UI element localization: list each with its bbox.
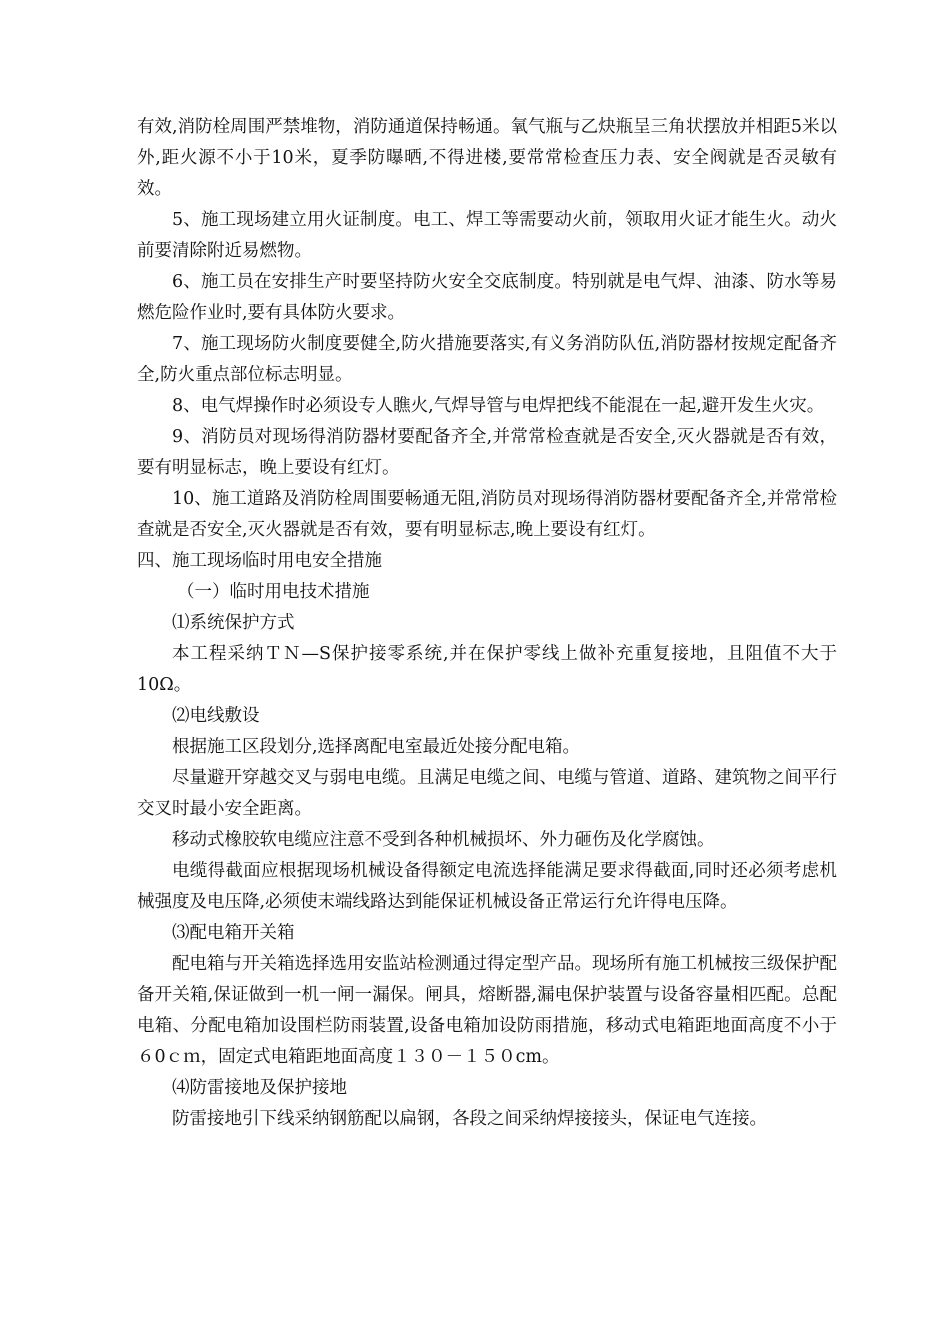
paragraph-cable-crossing: 尽量避开穿越交叉与弱电电缆。且满足电缆之间、电缆与管道、道路、建筑物之间平行交叉时最小安全距离。 xyxy=(137,768,837,819)
paragraph-distribution-box-location: 根据施工区段划分,选择离配电室最近处接分配电箱。 xyxy=(172,737,581,757)
paragraph-item-10: 10、施工道路及消防栓周围要畅通无阻,消防员对现场得消防器材要配备齐全,并常常检查就是否安全,灭火器就是否有效，要有明显标志,晚上要设有红灯。 xyxy=(137,489,837,540)
paragraph-item-9: 9、消防员对现场得消防器材要配备齐全,并常常检查就是否安全,灭火器就是否有效，要有明显标志，晚上要设有红灯。 xyxy=(137,427,837,478)
paragraph-switch-box: 配电箱与开关箱选择选用安监站检测通过得定型产品。现场所有施工机械按三级保护配备开关箱,保证做到一机一闸一漏保。闸具，熔断器,漏电保护装置与设备容量相匹配。总配电箱、分配电箱加设围栏防雨装置,设备电箱加设防雨措施，移动式电箱距地面高度不小于６0ｃｍ，固定式电箱距地面高度１３０－１５０cm。 xyxy=(137,954,837,1067)
subsection-heading-technical-measures: （一）临时用电技术措施 xyxy=(177,582,370,602)
paragraph-item-7: 7、施工现场防火制度要健全,防火措施要落实,有义务消防队伍,消防器材按规定配备齐全,防火重点部位标志明显。 xyxy=(137,334,837,385)
paragraph-lightning-grounding: 防雷接地引下线采纳钢筋配以扁钢，各段之间采纳焊接接头，保证电气连接。 xyxy=(172,1109,767,1129)
item-heading-switch-box: ⑶配电箱开关箱 xyxy=(172,923,295,943)
item-heading-wire-laying: ⑵电线敷设 xyxy=(172,706,260,726)
paragraph-rubber-cable: 移动式橡胶软电缆应注意不受到各种机械损坏、外力砸伤及化学腐蚀。 xyxy=(172,830,715,850)
paragraph-cable-section: 电缆得截面应根据现场机械设备得额定电流选择能满足要求得截面,同时还必须考虑机械强度及电压降,必须使末端线路达到能保证机械设备正常运行允许得电压降。 xyxy=(137,861,837,912)
item-heading-lightning-grounding: ⑷防雷接地及保护接地 xyxy=(172,1078,347,1098)
document-body xyxy=(137,112,837,1135)
paragraph-item-5: 5、施工现场建立用火证制度。电工、焊工等需要动火前，领取用火证才能生火。动火前要清除附近易燃物。 xyxy=(137,210,837,261)
paragraph-fire-equipment-continued: 有效,消防栓周围严禁堆物，消防通道保持畅通。氧气瓶与乙炔瓶呈三角状摆放并相距5米以外,距火源不小于10米，夏季防曝晒,不得进楼,要常常检查压力表、安全阀就是否灵敏有效。 xyxy=(137,117,837,199)
paragraph-item-8: 8、电气焊操作时必须设专人瞧火,气焊导管与电焊把线不能混在一起,避开发生火灾。 xyxy=(172,396,825,416)
paragraph-item-6: 6、施工员在安排生产时要坚持防火安全交底制度。特别就是电气焊、油漆、防水等易燃危险作业时,要有具体防火要求。 xyxy=(137,272,837,323)
item-heading-protection-mode: ⑴系统保护方式 xyxy=(172,613,295,633)
paragraph-protection-mode: 本工程采纳ＴＮ—S保护接零系统,并在保护零线上做补充重复接地，且阻值不大于10Ω。 xyxy=(137,644,837,695)
section-heading-temporary-power: 四、施工现场临时用电安全措施 xyxy=(137,551,382,571)
